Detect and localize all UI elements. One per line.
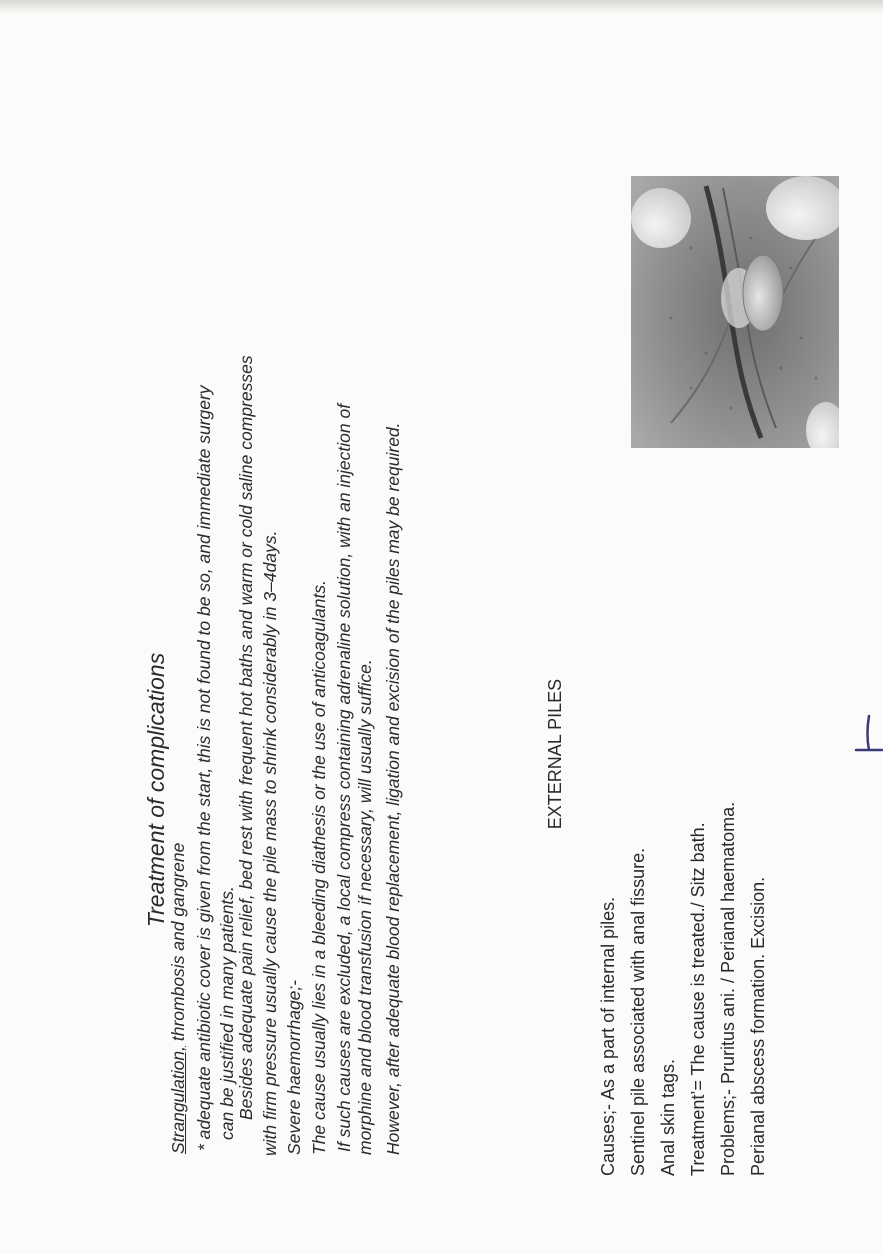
- external-line-3: Anal skin tags.: [658, 1058, 678, 1176]
- complication-line-4: with firm pressure usually cause the pile mass to shrink considerably in 3–4days.: [260, 530, 280, 1156]
- complication-line-9: However, after adequate blood replacement, ligation and excision of the piles may be required.: [383, 422, 403, 1155]
- strangulation-label: Strangulation,: [168, 1046, 188, 1154]
- strangulation-rest: thrombosis and gangrene: [168, 842, 188, 1046]
- complication-line-1: * adequate antibiotic cover is given from the start, this is not found to be so, and immediate surgery: [194, 385, 214, 1151]
- complication-line-7: If such causes are excluded, a local compress containing adrenaline solution, with an injection of: [334, 403, 354, 1152]
- complication-line-8: morphine and blood transfusion if necessary, will usually suffice.: [355, 659, 375, 1155]
- complication-line-3: Besides adequate pain relief, bed rest with frequent hot baths and warm or cold saline compresses: [236, 355, 256, 1120]
- complication-line-5: Severe haemorrhage;-: [284, 979, 304, 1155]
- complication-line-6: The cause usually lies in a bleeding diathesis or the use of anticoagulants.: [309, 580, 329, 1155]
- clinical-photo-illustration: [631, 176, 839, 448]
- external-line-2: Sentinel pile associated with anal fissure.: [628, 847, 648, 1176]
- complication-line-2: can be justified in many patients.: [217, 886, 237, 1140]
- handwritten-mark: [852, 710, 883, 756]
- external-line-4: Treatment’= The cause is treated./ Sitz bath.: [688, 822, 708, 1176]
- strangulation-heading: [170, 843, 188, 1154]
- external-piles-title: EXTERNAL PILES: [545, 678, 565, 830]
- clinical-photo: [631, 176, 839, 448]
- external-line-6: Perianal abscess formation. Excision.: [748, 876, 768, 1176]
- page-title: Treatment of complications: [143, 652, 169, 928]
- external-line-1: Causes;- As a part of internal piles.: [598, 896, 618, 1176]
- external-line-5: Problems;- Pruritus ani. / Perianal haematoma.: [718, 801, 738, 1176]
